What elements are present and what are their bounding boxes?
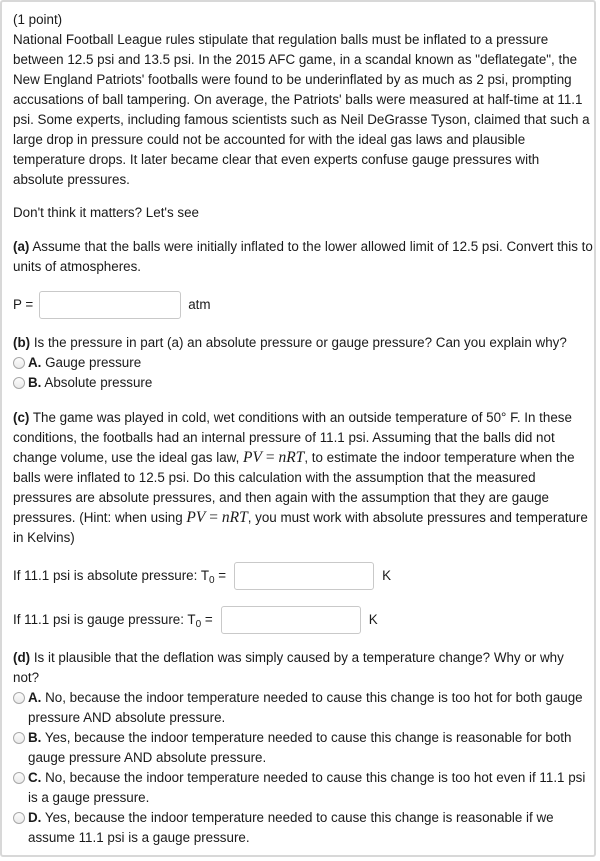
absolute-temp-subscript: 0 xyxy=(209,575,215,586)
lead-text: Don't think it matters? Let's see xyxy=(13,205,199,220)
pressure-var-label: P = xyxy=(13,297,34,312)
absolute-temp-equals: = xyxy=(214,568,227,583)
option-text xyxy=(28,728,593,768)
option-label: Yes, because the indoor temperature needed to cause this change is reasonable for both gauge pressure AND absolute pressure. xyxy=(28,730,572,765)
gauge-temp-label xyxy=(13,610,213,630)
ideal-gas-lhs-2: PV xyxy=(186,509,206,526)
gauge-temp-unit: K xyxy=(368,612,378,627)
option-text xyxy=(28,768,593,808)
gauge-temp-input[interactable] xyxy=(221,606,361,634)
option-label: Gauge pressure xyxy=(41,355,142,370)
option-label: Absolute pressure xyxy=(41,375,153,390)
absolute-temp-unit: K xyxy=(382,568,392,583)
absolute-temp-row xyxy=(13,562,593,590)
part-a-question xyxy=(13,237,593,277)
gauge-temp-equals: = xyxy=(201,612,213,627)
option-text xyxy=(28,688,593,728)
part-d-option-b[interactable] xyxy=(13,728,593,768)
absolute-temp-input[interactable] xyxy=(234,562,374,590)
radio-button[interactable] xyxy=(13,812,25,824)
option-label: Yes, because the indoor temperature needed to cause this change is reasonable if we assume 11.1 psi is a gauge pressure. xyxy=(28,810,554,845)
part-a-text: Assume that the balls were initially inflated to the lower allowed limit of 12.5 psi. Convert this to units of atmospheres. xyxy=(13,239,593,274)
option-text xyxy=(28,373,593,393)
problem-content xyxy=(13,10,593,848)
radio-button[interactable] xyxy=(13,772,25,784)
option-letter: C. xyxy=(28,770,42,785)
part-d-option-a[interactable] xyxy=(13,688,593,728)
part-d-label: (d) xyxy=(13,650,31,665)
part-c-text-1: The game was played in cold, wet conditions with an outside temperature of 50° F. In these conditions, the footballs had an internal pressure of 11.1 psi. Assuming that the balls did not change volume, use the ideal gas law, xyxy=(13,410,572,465)
option-letter: D. xyxy=(28,810,42,825)
points-label: (1 point) xyxy=(13,12,63,27)
option-letter: A. xyxy=(28,355,42,370)
ideal-gas-rhs-2: nRT xyxy=(221,509,248,526)
option-letter: B. xyxy=(28,730,42,745)
radio-button[interactable] xyxy=(13,732,25,744)
part-d-option-c[interactable] xyxy=(13,768,593,808)
ideal-gas-rhs: nRT xyxy=(278,449,305,466)
part-d-text: Is it plausible that the deflation was simply caused by a temperature change? Why or why not? xyxy=(13,650,564,685)
pressure-atm-input[interactable] xyxy=(39,291,181,319)
ideal-gas-equals-2: = xyxy=(205,509,222,526)
part-c-label: (c) xyxy=(13,410,30,425)
absolute-temp-label xyxy=(13,566,226,586)
part-d-question xyxy=(13,648,593,688)
option-text xyxy=(28,353,593,373)
ideal-gas-equals: = xyxy=(261,449,279,466)
option-label: No, because the indoor temperature needed to cause this change is too hot even if 11.1 psi is a gauge pressure. xyxy=(28,770,586,805)
part-d-option-d[interactable] xyxy=(13,808,593,848)
gauge-temp-text: If 11.1 psi is gauge pressure: T xyxy=(13,612,196,627)
option-letter: A. xyxy=(28,690,42,705)
radio-button[interactable] xyxy=(13,377,25,389)
part-c-question xyxy=(13,408,593,548)
part-b-option-a[interactable] xyxy=(13,353,593,373)
part-b-text: Is the pressure in part (a) an absolute pressure or gauge pressure? Can you explain why? xyxy=(30,335,567,350)
gauge-temp-subscript: 0 xyxy=(195,619,202,630)
part-a-answer-row xyxy=(13,291,593,319)
pressure-unit: atm xyxy=(188,297,211,312)
part-b-question xyxy=(13,333,593,353)
radio-button[interactable] xyxy=(13,357,25,369)
problem-intro: National Football League rules stipulate that regulation balls must be inflated to a pressure between 12.5 psi and 13.5 psi. In the 2015 AFC game, in a scandal known as "deflategate", the New England Patriots' footballs were found to be underinflated by as much as 2 psi, prompting accusations of ball tampering. On average, the Patriots' balls were measured at half-time at 11.1 psi. Some experts, including famous scientists such as Neil DeGrasse Tyson, claimed that such a large drop in pressure could not be accounted for with the ideal gas laws and plausible temperature drops. It later became clear that even experts confuse gauge pressures with absolute pressures. xyxy=(13,32,590,187)
option-letter: B. xyxy=(28,375,42,390)
option-text xyxy=(28,808,593,848)
part-b-option-b[interactable] xyxy=(13,373,593,393)
part-b-label: (b) xyxy=(13,335,31,350)
radio-button[interactable] xyxy=(13,692,25,704)
part-a-label: (a) xyxy=(13,239,30,254)
part-c-text-2: , to estimate the indoor temperature when the balls were inflated to 12.5 psi. Do this calculation with the assumption that the measured pressures are absolute pressures, and then again with the assumption that they are gauge pressures. (Hint: when using xyxy=(13,450,575,525)
gauge-temp-row xyxy=(13,606,593,634)
option-label: No, because the indoor temperature needed to cause this change is too hot for both gauge pressure AND absolute pressure. xyxy=(28,690,583,725)
ideal-gas-lhs: PV xyxy=(243,449,262,466)
part-c-text-3: , you must work with absolute pressures and temperature in Kelvins) xyxy=(13,510,588,545)
absolute-temp-text: If 11.1 psi is absolute pressure: T xyxy=(13,568,210,583)
